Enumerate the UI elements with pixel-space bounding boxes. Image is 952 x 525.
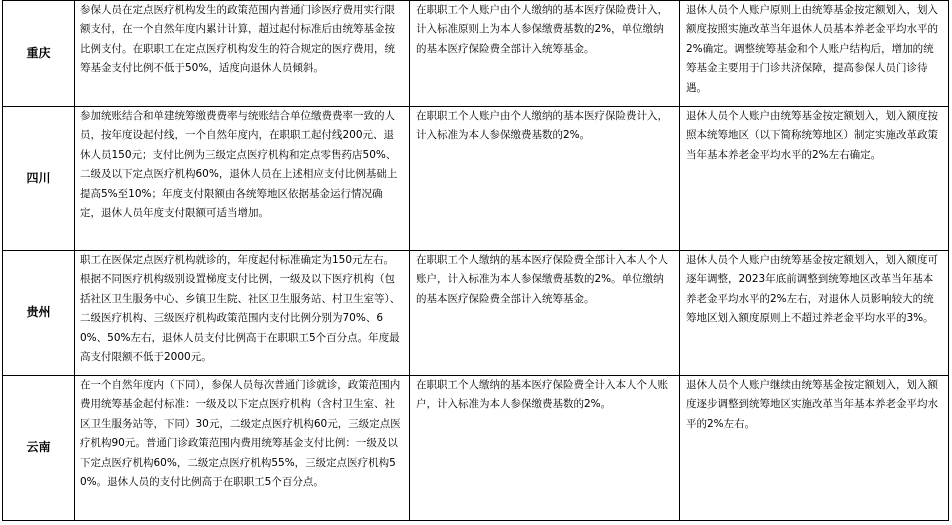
- employee-account-cell: 在职职工个人账户由个人缴纳的基本医疗保险费计入，计入标准为本人参保缴费基数的2%。: [410, 107, 680, 251]
- employee-account-cell: 在职职工个人缴纳的基本医疗保险费全计入本人个人账户，计入标准为本人参保缴费基数的2%。: [410, 376, 680, 521]
- table-row: [3, 1, 949, 107]
- retiree-account-cell: 退休人员个人账户原则上由统筹基金按定额划入，划入额度按照实施改革当年退休人员基本养老金平均水平的2%确定。调整统筹基金和个人账户结构后，增加的统筹基金主要用于门诊共济保障，提高参保人员门诊待遇。: [680, 1, 949, 107]
- retiree-account-cell: 退休人员个人账户由统筹基金按定额划入，划入额度可逐年调整，2023年底前调整到统筹地区改革当年基本养老金平均水平的2%左右，对退休人员影响较大的统筹地区划入额度原则上不超过养老金平均水平的3%。: [680, 251, 949, 376]
- outpatient-policy-cell: 职工在医保定点医疗机构就诊的，年度起付标准确定为150元左右。根据不同医疗机构级别设置梯度支付比例，一级及以下医疗机构（包括社区卫生服务中心、乡镇卫生院、社区卫生服务站、村卫生室等）、二级医疗机构、三级医疗机构政策范围内支付比例分别为70%、60%、50%左右，退休人员支付比例高于在职职工5个百分点。年度最高支付限额不低于2000元。: [75, 251, 410, 376]
- outpatient-policy-cell: 在一个自然年度内（下同），参保人员每次普通门诊就诊，政策范围内费用统筹基金起付标准：一级及以下定点医疗机构（含村卫生室、社区卫生服务站等，下同）30元，二级定点医疗机构60元，三级定点医疗机构90元。普通门诊政策范围内费用统筹基金支付比例：一级及以下定点医疗机构60%，二级定点医疗机构55%，三级定点医疗机构50%。退休人员的支付比例高于在职职工5个百分点。: [75, 376, 410, 521]
- retiree-account-cell: 退休人员个人账户由统筹基金按定额划入，划入额度按照本统筹地区（以下简称统筹地区）制定实施改革政策当年基本养老金平均水平的2%左右确定。: [680, 107, 949, 251]
- province-cell: 云南: [3, 376, 75, 521]
- retiree-account-cell: 退休人员个人账户继续由统筹基金按定额划入，划入额度逐步调整到统筹地区实施改革当年基本养老金平均水平的2%左右。: [680, 376, 949, 521]
- province-cell: 四川: [3, 107, 75, 251]
- province-cell: 贵州: [3, 251, 75, 376]
- outpatient-policy-cell: 参加统账结合和单建统筹缴费费率与统账结合单位缴费费率一致的人员，按年度设起付线，一个自然年度内，在职职工起付线200元、退休人员150元；支付比例为三级定点医疗机构和定点零售药店50%、二级及以下定点医疗机构60%，退休人员在上述相应支付比例基础上提高5%至10%；年度支付限额由各统筹地区依据基金运行情况确定，退休人员年度支付限额可适当增加。: [75, 107, 410, 251]
- policy-comparison-table: [2, 0, 949, 521]
- table-row: [3, 376, 949, 521]
- outpatient-policy-cell: 参保人员在定点医疗机构发生的政策范围内普通门诊医疗费用实行限额支付，在一个自然年度内累计计算，超过起付标准后由统筹基金按比例支付。在职职工在定点医疗机构发生的符合规定的医疗费用，统筹基金支付比例不低于50%，适度向退休人员倾斜。: [75, 1, 410, 107]
- province-cell: 重庆: [3, 1, 75, 107]
- employee-account-cell: 在职职工个人缴纳的基本医疗保险费全部计入本人个人账户，计入标准为本人参保缴费基数的2%。单位缴纳的基本医疗保险费全部计入统筹基金。: [410, 251, 680, 376]
- table-row: [3, 107, 949, 251]
- employee-account-cell: 在职职工个人账户由个人缴纳的基本医疗保险费计入，计入标准原则上为本人参保缴费基数的2%，单位缴纳的基本医疗保险费全部计入统筹基金。: [410, 1, 680, 107]
- table-row: [3, 251, 949, 376]
